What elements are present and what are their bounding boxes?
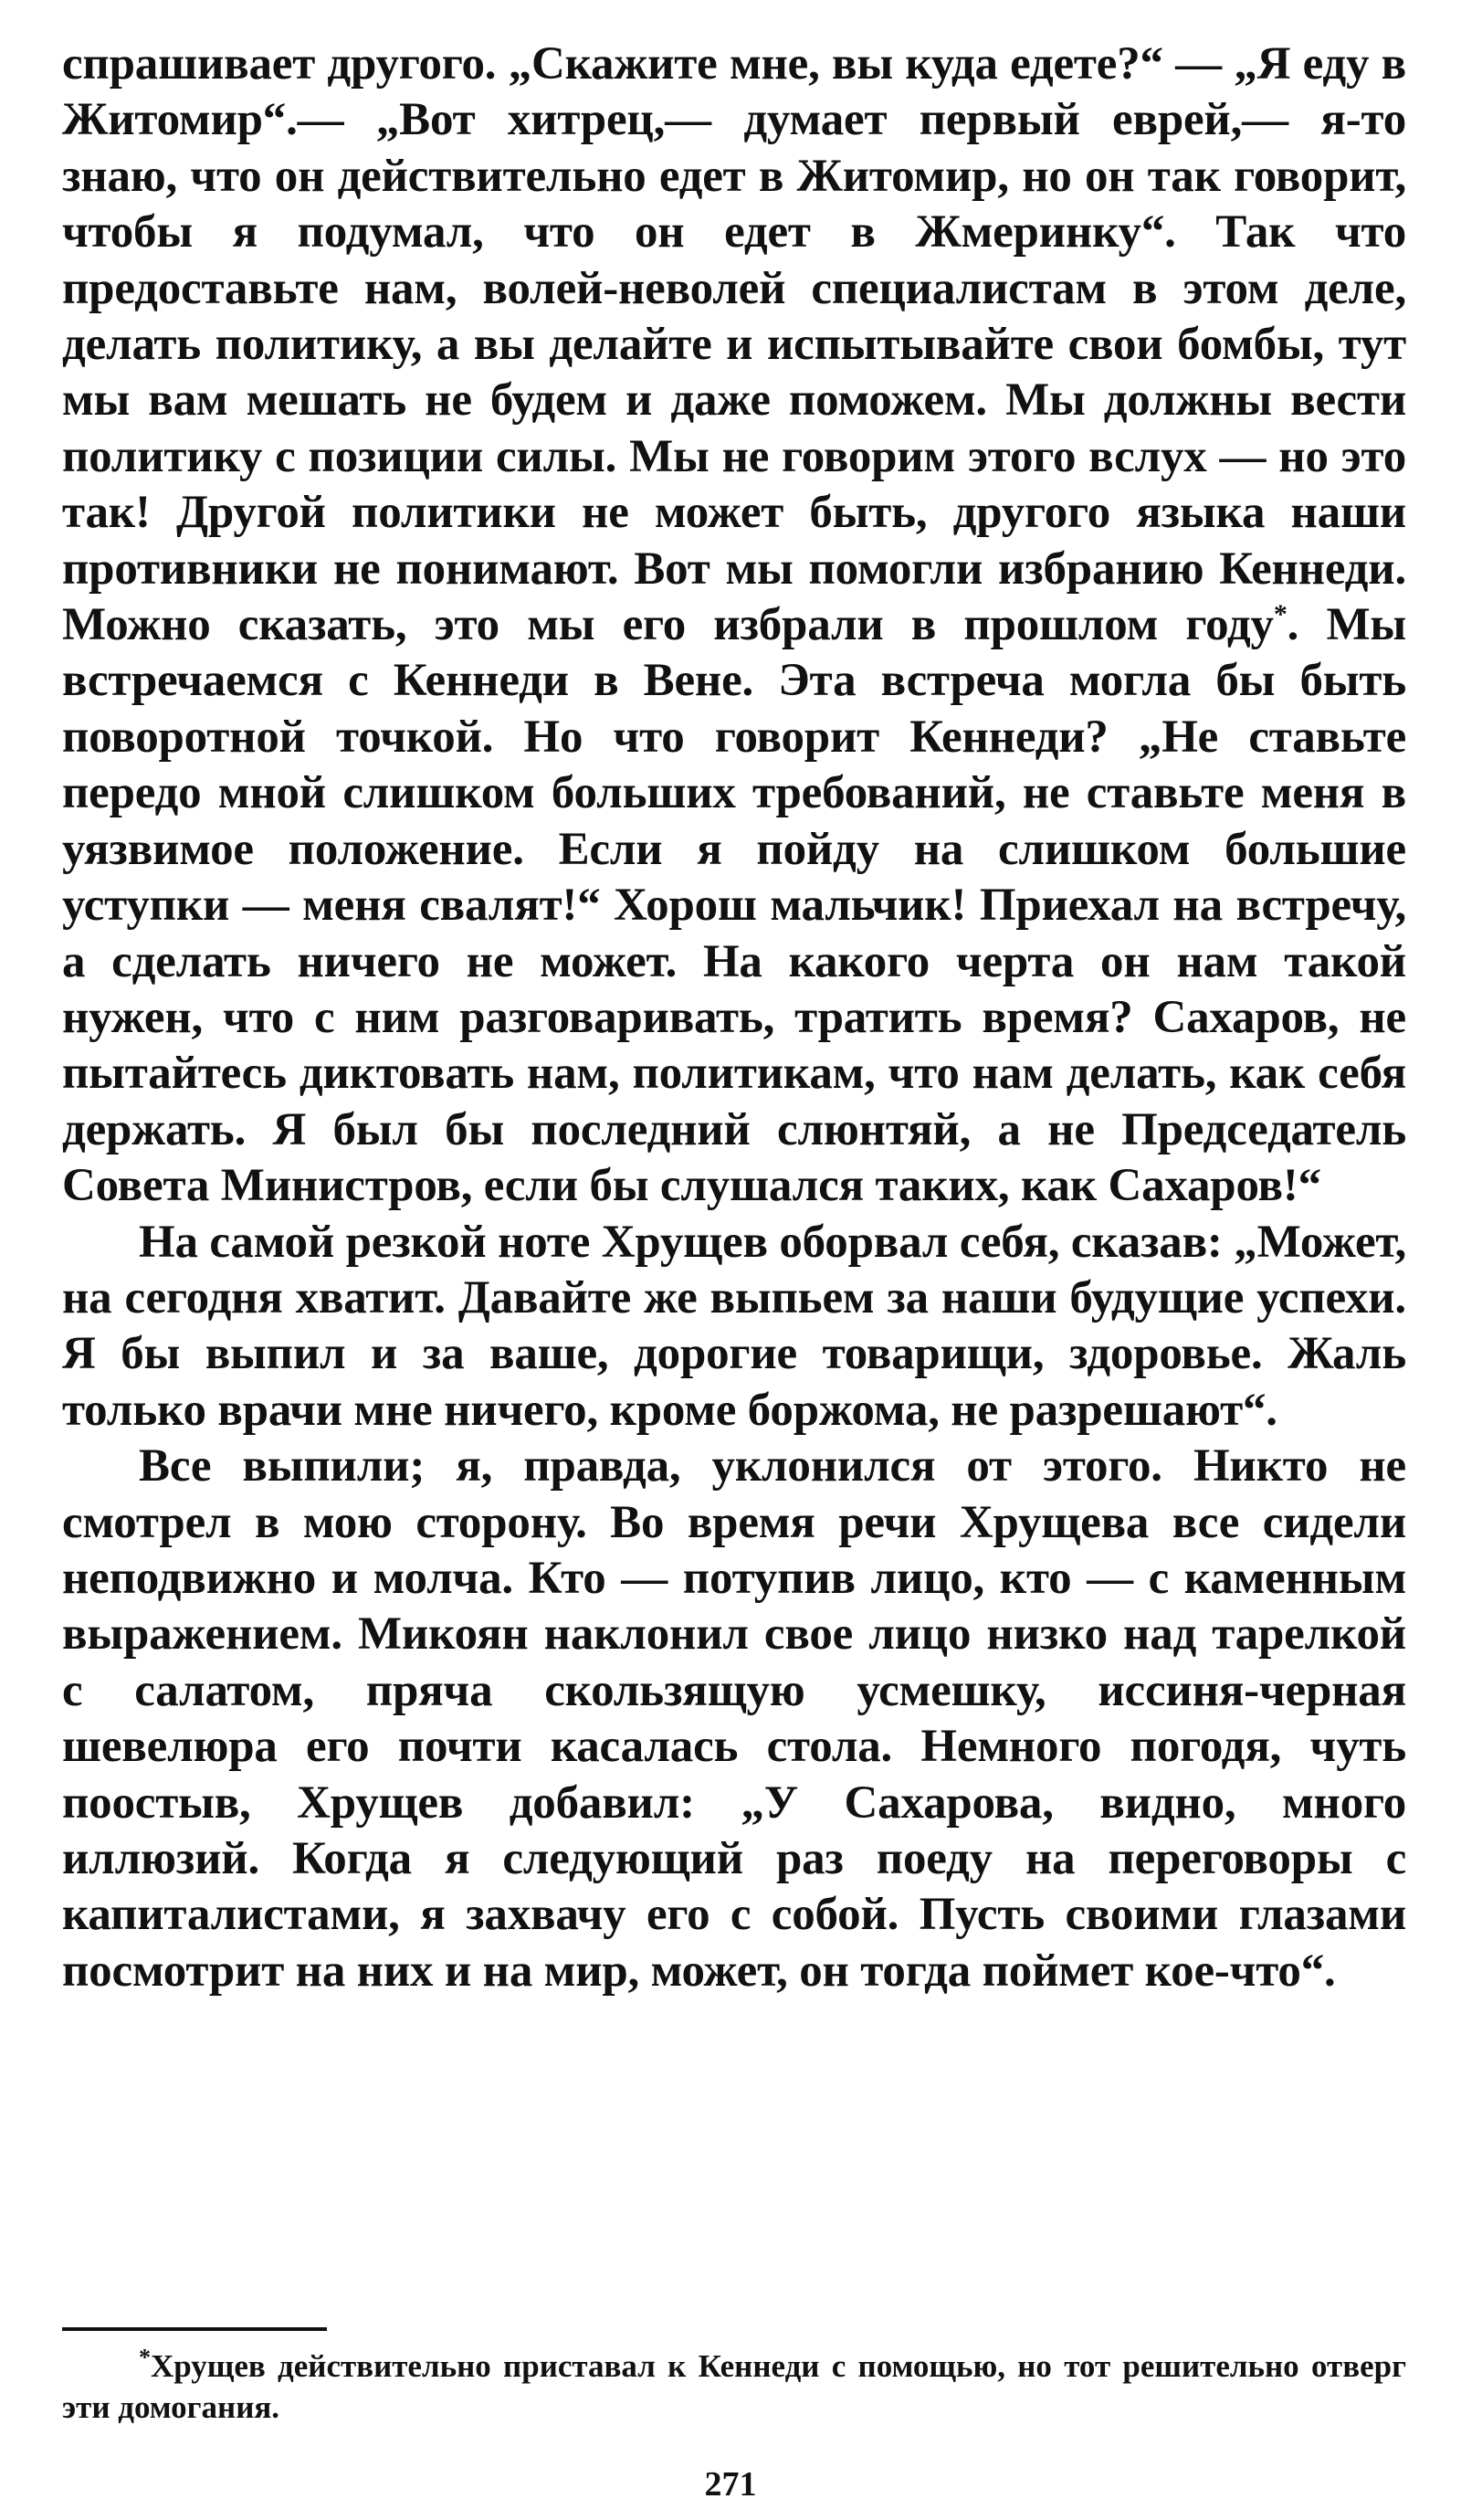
- page-body: [62, 37, 1406, 1999]
- footnote: [62, 2346, 1406, 2428]
- footnote-reference-mark: *: [1273, 599, 1288, 630]
- paragraph-1-text-before: спрашивает другого. „Скажите мне, вы куда едете?“ — „Я еду в Житомир“.— „Вот хитрец,— думает первый еврей,— я-то знаю, что он действительно едет в Житомир, но он так говорит, чтобы я подумал, что он едет в Жмеринку“. Так что предоставьте нам, волей-неволей специалистам в этом деле, делать политику, а вы делайте и испытывайте свои бомбы, тут мы вам мешать не будем и даже поможем. Мы должны вести политику с позиции силы. Мы не говорим этого вслух — но это так! Другой политики не может быть, другого языка наши противники не понимают. Вот мы помогли избранию Кеннеди. Можно сказать, это мы его избрали в прошлом году: [62, 38, 1406, 651]
- paragraph-2: На самой резкой ноте Хрущев оборвал себя, сказав: „Может, на сегодня хватит. Давайте же выпьем за наши будущие успехи. Я бы выпил и за ваше, дорогие товарищи, здоровье. Жаль только врачи мне ничего, кроме боржома, не разрешают“.: [62, 1216, 1406, 1436]
- page-number: 271: [704, 2465, 757, 2504]
- paragraph-3: Все выпили; я, правда, уклонился от этого. Никто не смотрел в мою сторону. Во время речи Хрущева все сидели неподвижно и молча. Кто — потупив лицо, кто — с каменным выражением. Микоян наклонил свое лицо низко над тарелкой с салатом, пряча скользящую усмешку, иссиня-черная шевелюра его почти касалась стола. Немного погодя, чуть поостыв, Хрущев добавил: „У Сахарова, видно, много иллюзий. Когда я следующий раз поеду на переговоры с капиталистами, я захвачу его с собой. Пусть своими глазами посмотрит на них и на мир, может, он тогда поймет кое-что“.: [62, 1440, 1406, 1997]
- paragraph-1-text-after: . Мы встречаемся с Кеннеди в Вене. Эта встреча могла бы быть поворотной точкой. Но что говорит Кеннеди? „Не ставьте передо мной слишком больших требований, не ставьте меня в уязвимое положение. Если я пойду на слишком большие уступки — меня свалят!“ Хорош мальчик! Приехал на встречу, а сделать ничего не может. На какого черта он нам такой нужен, что с ним разговаривать, тратить время? Сахаров, не пытайтесь диктовать нам, политикам, что нам делать, как себя держать. Я был бы последний слюнтяй, а не Председатель Совета Министров, если бы слушался таких, как Сахаров!“: [62, 599, 1407, 1212]
- footnote-mark: *: [139, 2344, 151, 2371]
- paragraph-1: [62, 37, 1406, 1215]
- footnote-divider: [62, 2327, 327, 2331]
- footnote-text: Хрущев действительно приставал к Кеннеди с помощью, но тот решительно отверг эти домогания.: [62, 2348, 1406, 2425]
